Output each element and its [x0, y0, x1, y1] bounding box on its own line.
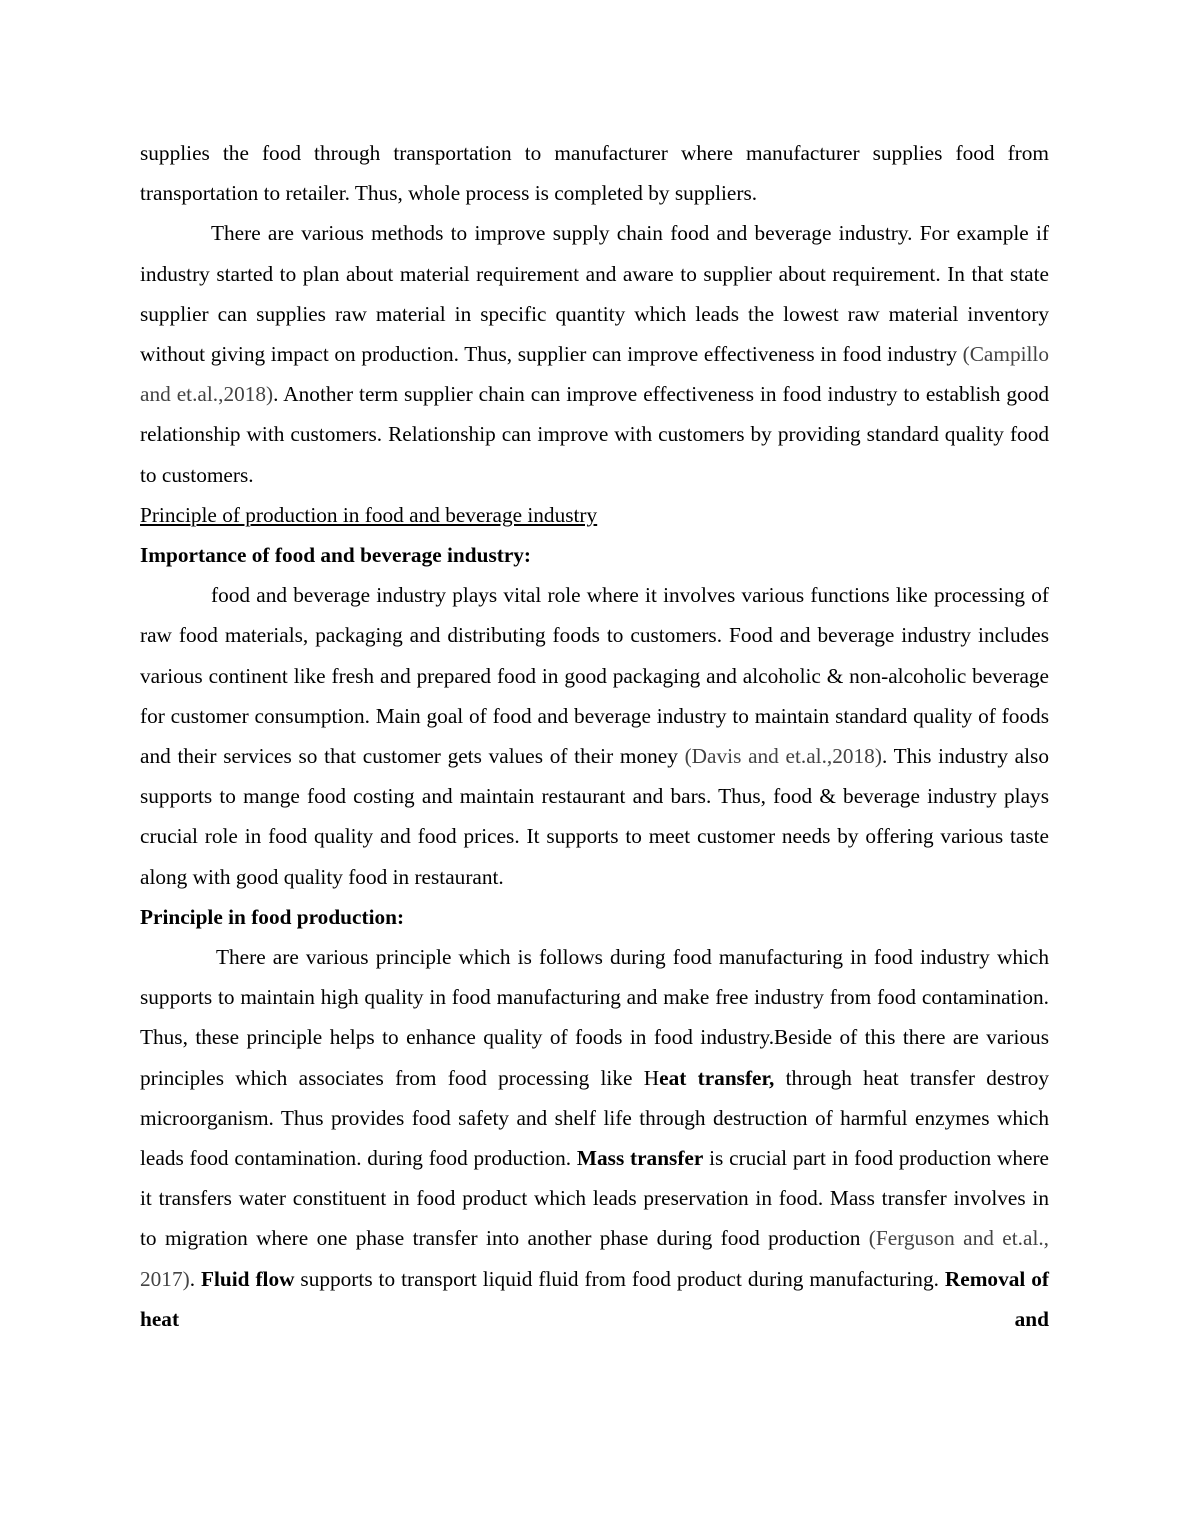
paragraph-supply-process	[140, 133, 1049, 213]
section-heading-importance	[140, 535, 1049, 575]
bold-term-mass-transfer: Mass transfer	[576, 1146, 704, 1171]
paragraph-supply-chain-methods	[140, 213, 1049, 494]
paragraph-text: supports to transport liquid fluid from food product during manufacturing.	[294, 1266, 945, 1291]
bold-term-fluid-flow: Fluid flow	[200, 1266, 295, 1291]
citation-campillo: (Campillo and et.al.,2018)	[140, 342, 1049, 407]
paragraph-text: through heat transfer destroy microorganism. Thus provides food safety and shelf life through destruction of harmful enzymes which leads food contamination. during food production.	[140, 1065, 1049, 1171]
bold-term-removal-of-heat: Removal of heat and	[140, 1266, 1049, 1331]
paragraph-text: There are various methods to improve supply chain food and beverage industry. For example if industry started to plan about material requirement and aware to supplier about requirement. In that state supplier can supplies raw material in specific quantity which leads the lowest raw material inventory without giving impact on production. Thus, supplier can improve effectiveness in food industry	[140, 221, 1049, 367]
heading-text: Principle in food production:	[140, 904, 405, 929]
paragraph-text: food and beverage industry plays vital role where it involves various functions like processing of raw food materials, packaging and distributing foods to customers. Food and beverage industry includes various continent like fresh and prepared food in good packaging and alcoholic & non-alcoholic beverage for customer consumption. Main goal of food and beverage industry to maintain standard quality of foods and their services so that customer gets values of their money	[140, 583, 1049, 769]
paragraph-text: There are various principle which is follows during food manufacturing in food industry which supports to maintain high quality in food manufacturing and make free industry from food contamination. Thus, these principle helps to enhance quality of foods in food industry.Beside of this there are various principles which associates from food processing like H	[140, 945, 1049, 1090]
citation-ferguson: (Ferguson and et.al., 2017)	[140, 1226, 1050, 1291]
paragraph-text: . Another term supplier chain can improve effectiveness in food industry to establish good relationship with customers. Relationship can improve with customers by providing standard quality food to customers.	[140, 382, 1049, 487]
paragraph-text: is crucial part in food production where it transfers water constituent in food product which leads preservation in food. Mass transfer involves in to migration where one phase transfer into another phase during food production	[140, 1146, 1049, 1251]
citation-davis: (Davis and et.al.,2018)	[684, 744, 882, 769]
heading-text: Importance of food and beverage industry:	[140, 543, 532, 568]
document-page	[140, 133, 1049, 1339]
paragraph-text: supplies the food through transportation to manufacturer where manufacturer supplies food from transportation to retailer. Thus, whole process is completed by suppliers.	[140, 141, 1049, 206]
paragraph-food-production-principles	[140, 937, 1049, 1339]
bold-term-heat-transfer: eat transfer,	[659, 1065, 775, 1090]
paragraph-text: . This industry also supports to mange food costing and maintain restaurant and bars. Thus, food & beverage industry plays crucial role in food quality and food prices. It supports to meet customer needs by offering various taste along with good quality food in restaurant.	[140, 744, 1049, 889]
paragraph-text: .	[189, 1266, 201, 1291]
section-heading-principle-of-production	[140, 495, 1049, 535]
heading-text: Principle of production in food and beverage industry	[140, 502, 598, 527]
paragraph-importance	[140, 575, 1049, 897]
section-heading-food-production	[140, 897, 1049, 937]
